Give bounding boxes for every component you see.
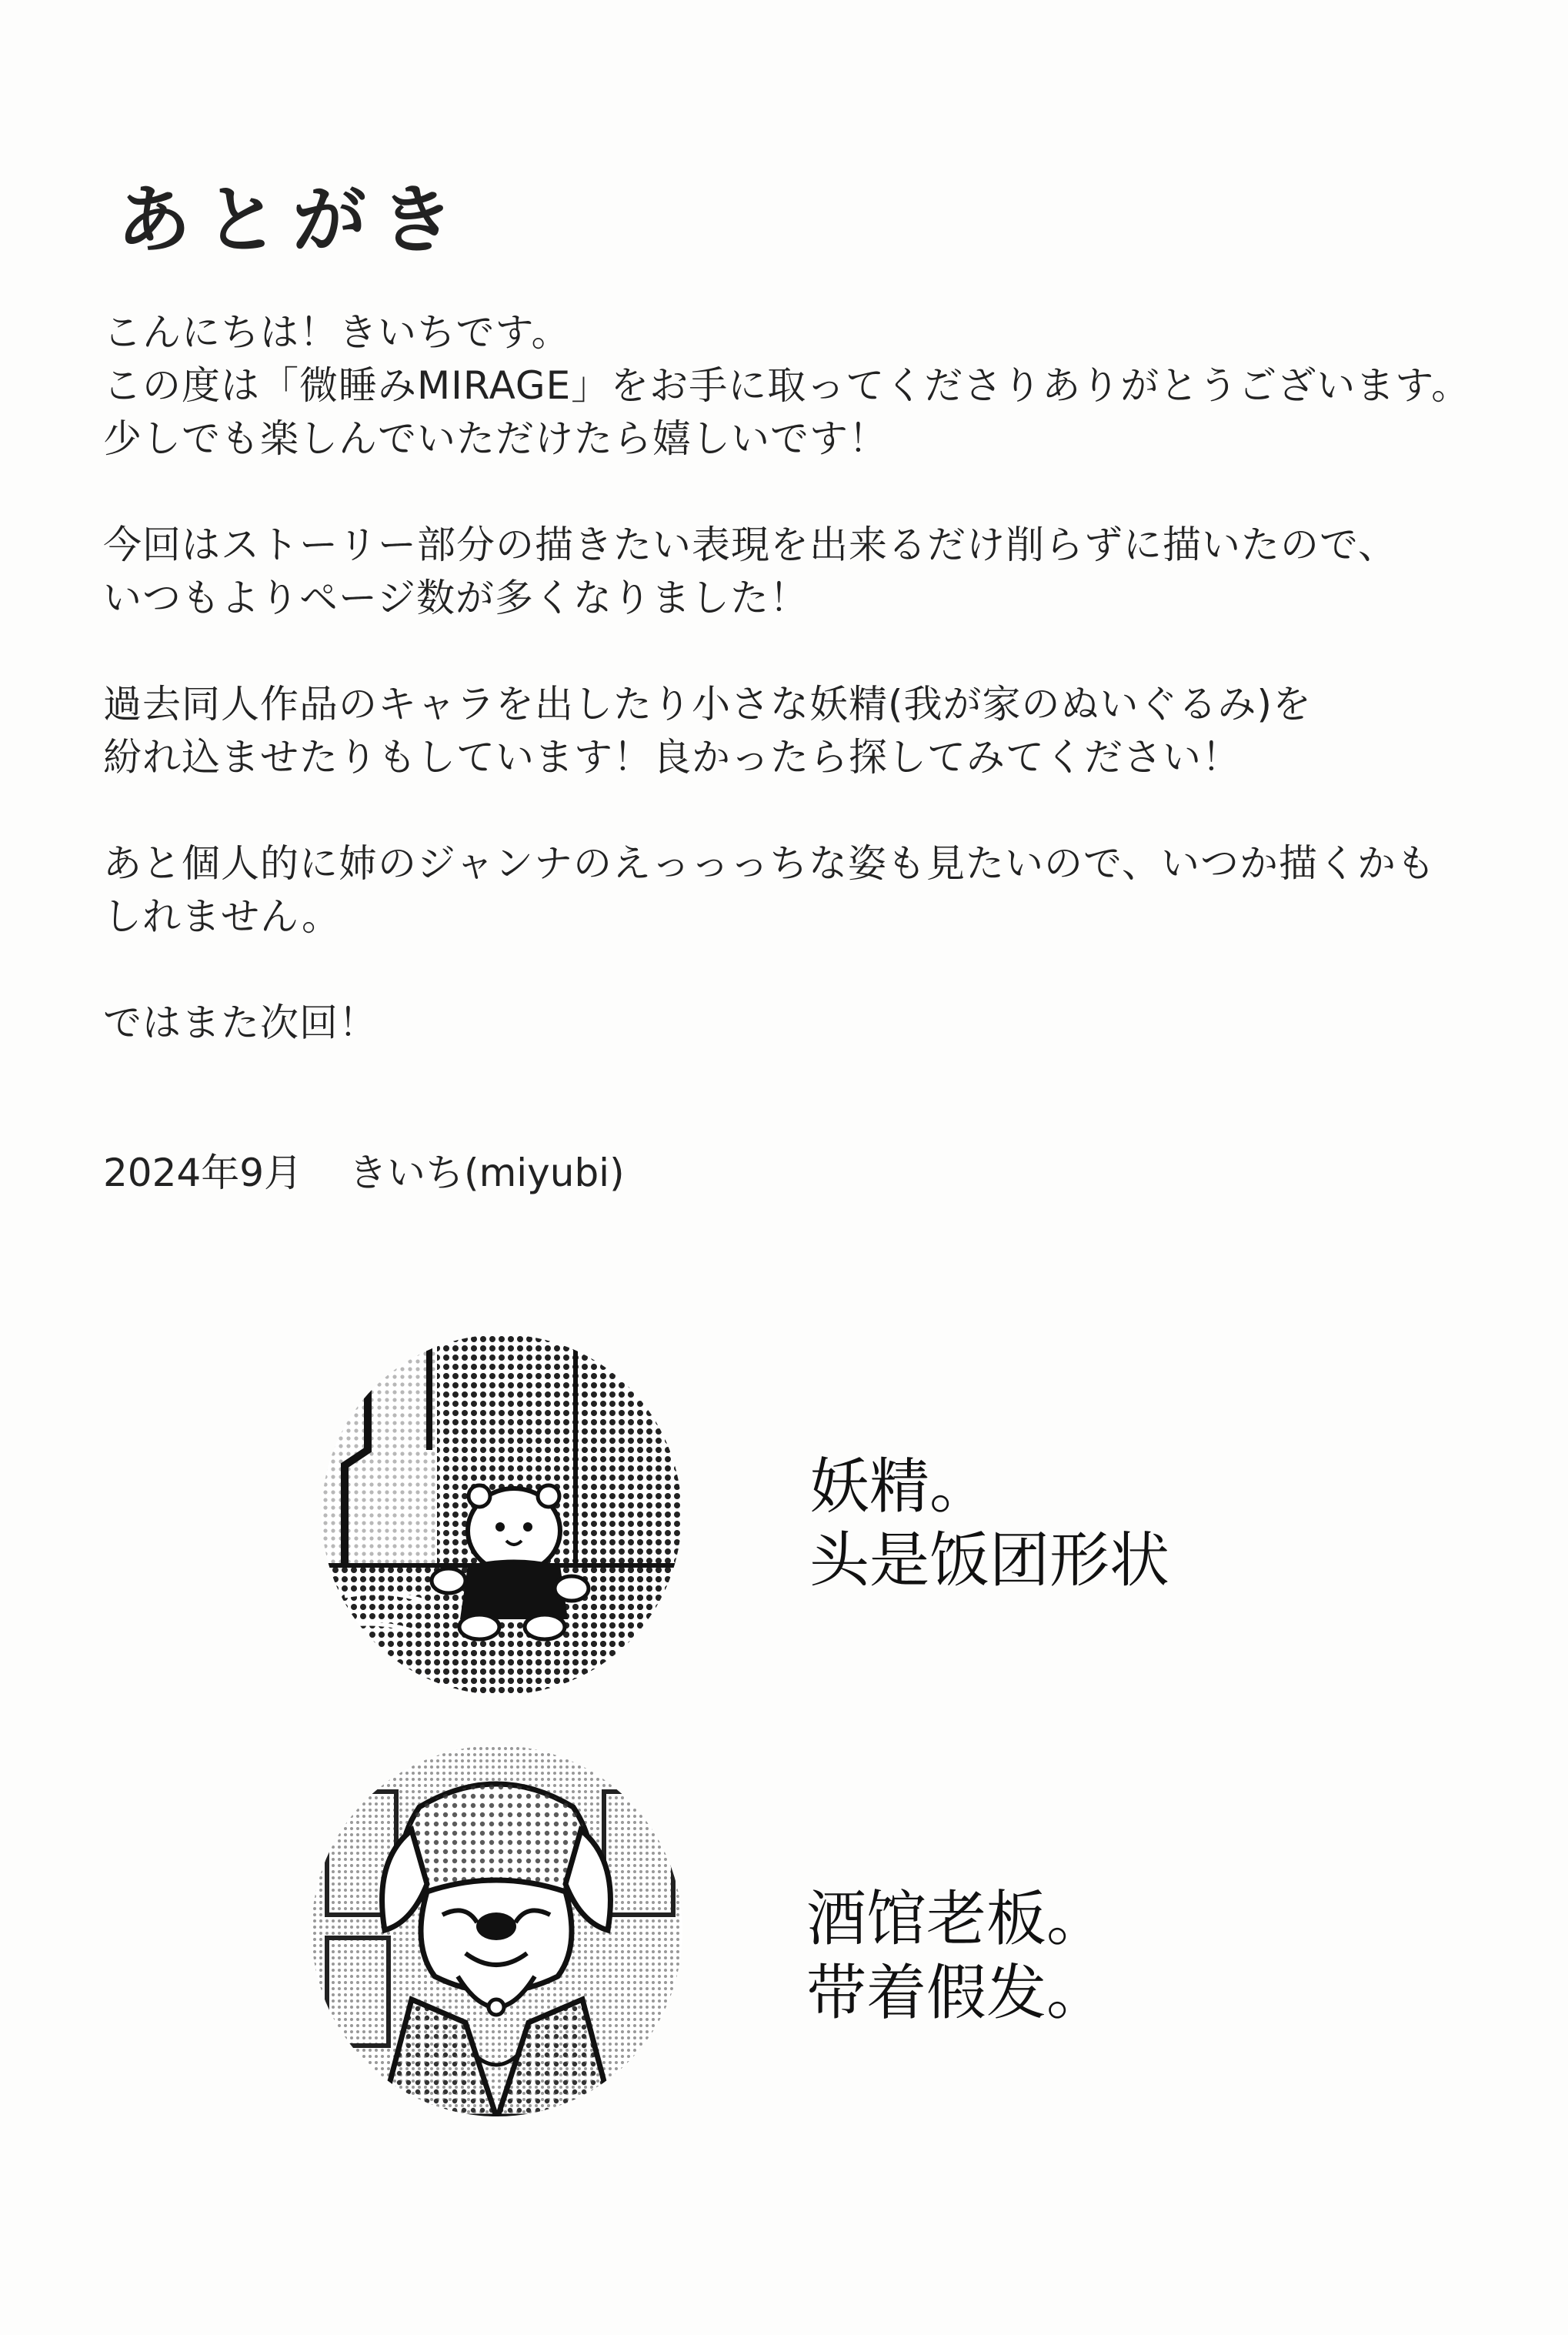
tavern-owner-caption	[806, 1882, 1106, 2030]
afterword-body	[103, 306, 1534, 1050]
body-line: ではまた次回！	[103, 1000, 378, 1045]
caption-line: 头是饭团形状	[809, 1526, 1170, 1595]
tavern-owner-illustration	[312, 1745, 682, 2116]
fairy-illustration	[322, 1335, 682, 1695]
caption-line: 酒馆老板。	[806, 1885, 1107, 1954]
fairy-caption	[809, 1450, 1169, 1598]
page-title: あとがき	[117, 176, 468, 263]
caption-line: 妖精。	[809, 1452, 990, 1522]
body-line: こんにちは！きいちです。	[103, 310, 571, 355]
signature	[103, 1142, 625, 1198]
body-line: 紛れ込ませたりもしています！良かったら探してみてください！	[103, 735, 1241, 780]
body-line: あと個人的に姉のジャンナのえっっっちな姿も見たいので、いつか描くかも	[103, 841, 1436, 886]
body-line: 今回はストーリー部分の描きたい表現を出来るだけ削らずに描いたので、	[103, 523, 1397, 567]
body-line: しれません。	[103, 894, 341, 939]
caption-line: 带着假发。	[806, 1959, 1107, 2028]
signature-date: 2024年9月	[103, 1151, 303, 1195]
body-line: 過去同人作品のキャラを出したり小さな妖精(我が家のぬいぐるみ)を	[103, 682, 1313, 727]
signature-author: きいち(miyubi)	[349, 1151, 625, 1195]
body-line: この度は「微睡みMIRAGE」をお手に取ってくださりありがとうございます。	[103, 363, 1471, 408]
body-line: 少しでも楽しんでいただけたら嬉しいです！	[103, 416, 888, 461]
body-line: いつもよりページ数が多くなりました！	[103, 576, 809, 620]
